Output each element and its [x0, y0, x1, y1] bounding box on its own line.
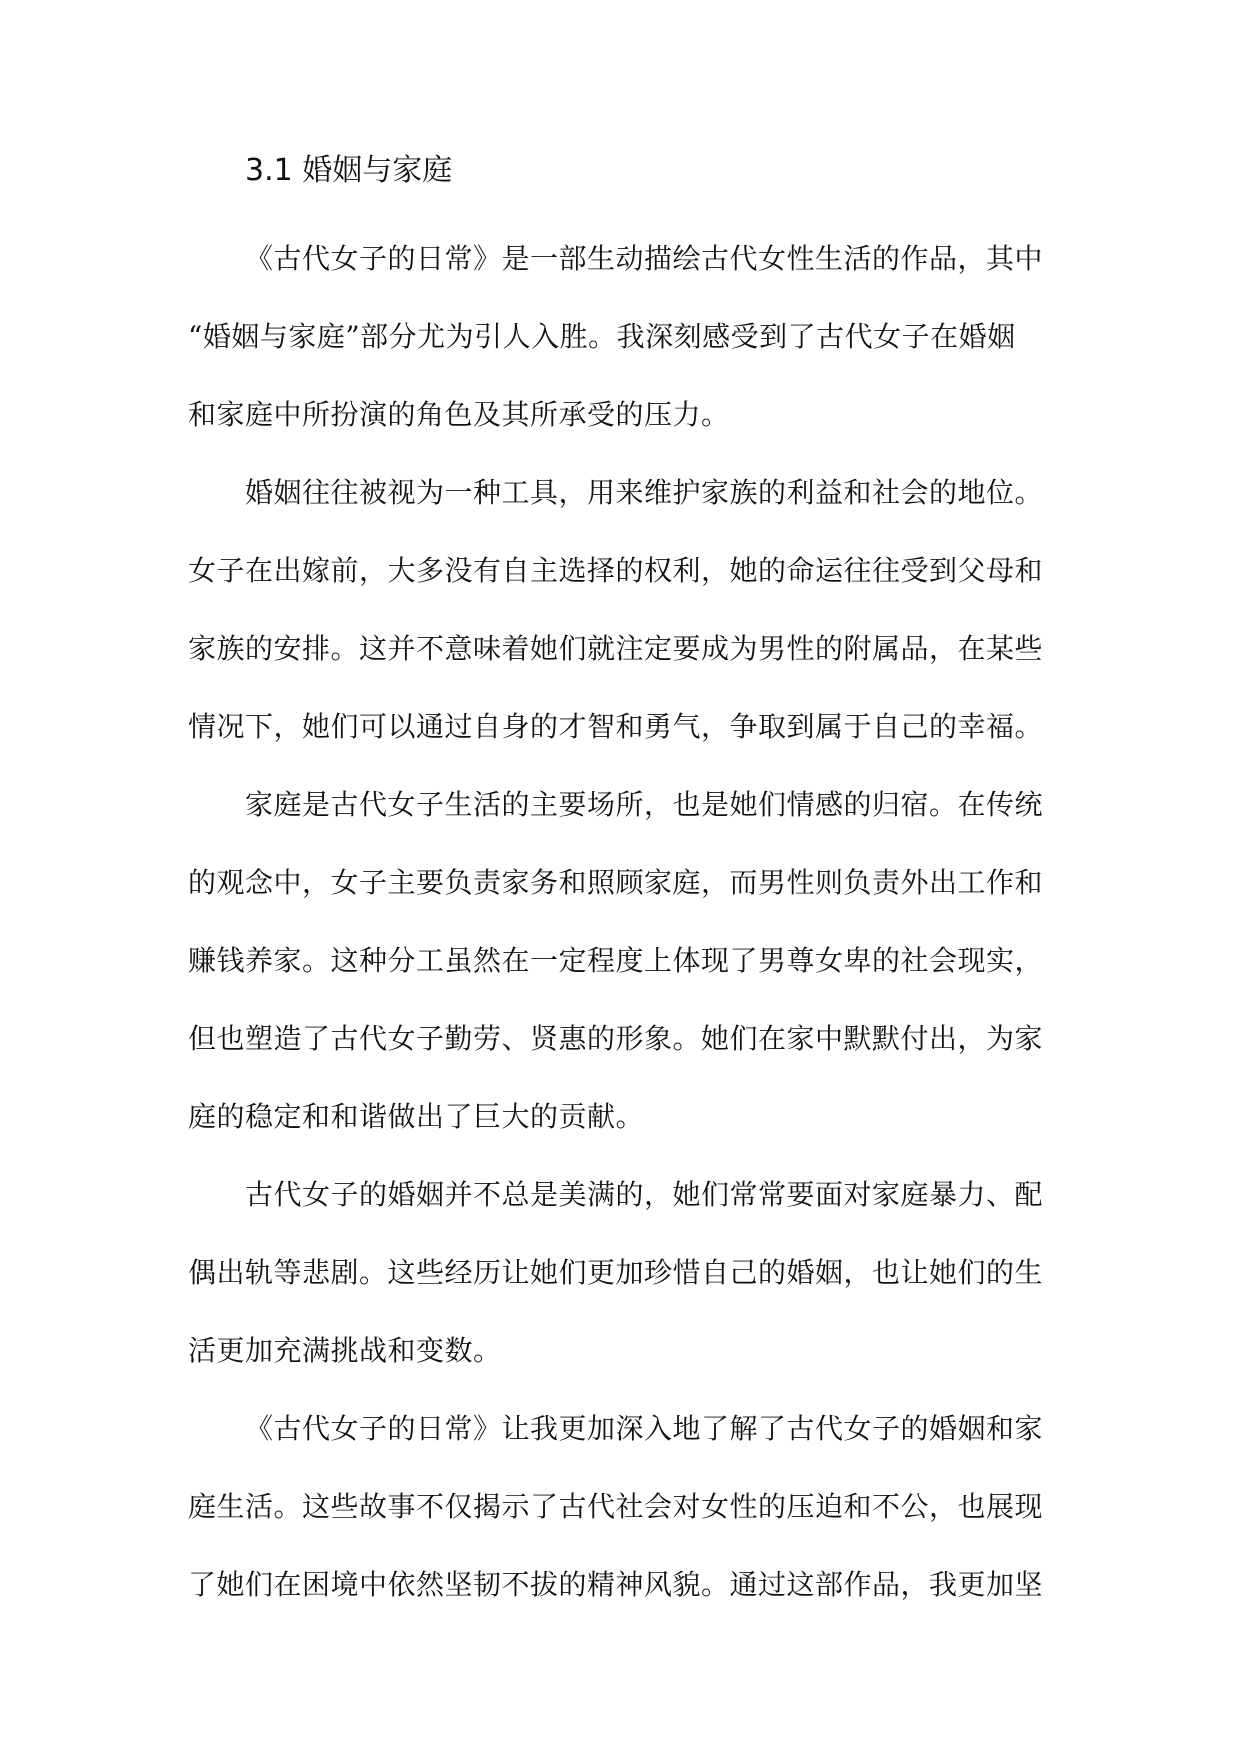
text-line: 偶出轨等悲剧。这些经历让她们更加珍惜自己的婚姻，也让她们的生 — [188, 1256, 1044, 1289]
text-line: 庭生活。这些故事不仅揭示了古代社会对女性的压迫和不公，也展现 — [188, 1490, 1044, 1523]
text-line: 和家庭中所扮演的角色及其所承受的压力。 — [188, 398, 730, 431]
text-line: 活更加充满挑战和变数。 — [188, 1334, 502, 1367]
section-heading: 3.1 婚姻与家庭 — [245, 153, 453, 188]
body-text — [188, 220, 1058, 1624]
text-line: 但也塑造了古代女子勤劳、贤惠的形象。她们在家中默默付出，为家 — [188, 1022, 1044, 1055]
text-line: 情况下，她们可以通过自身的才智和勇气，争取到属于自己的幸福。 — [188, 710, 1044, 743]
text-line: 婚姻往往被视为一种工具，用来维护家族的利益和社会的地位。 — [245, 476, 1044, 509]
text-line: 《古代女子的日常》让我更加深入地了解了古代女子的婚姻和家 — [245, 1412, 1044, 1445]
text-line: 女子在出嫁前，大多没有自主选择的权利，她的命运往往受到父母和 — [188, 554, 1044, 587]
text-line: 《古代女子的日常》是一部生动描绘古代女性生活的作品，其中 — [245, 242, 1044, 275]
text-line: “婚姻与家庭”部分尤为引人入胜。我深刻感受到了古代女子在婚姻 — [188, 320, 1016, 353]
text-line: 家庭是古代女子生活的主要场所，也是她们情感的归宿。在传统 — [245, 788, 1044, 821]
text-line: 家族的安排。这并不意味着她们就注定要成为男性的附属品，在某些 — [188, 632, 1044, 665]
text-line: 赚钱养家。这种分工虽然在一定程度上体现了男尊女卑的社会现实， — [188, 944, 1044, 977]
text-line: 庭的稳定和和谐做出了巨大的贡献。 — [188, 1100, 645, 1133]
text-line: 了她们在困境中依然坚韧不拔的精神风貌。通过这部作品，我更加坚 — [188, 1568, 1044, 1601]
text-line: 的观念中，女子主要负责家务和照顾家庭，而男性则负责外出工作和 — [188, 866, 1044, 899]
text-line: 古代女子的婚姻并不总是美满的，她们常常要面对家庭暴力、配 — [245, 1178, 1044, 1211]
